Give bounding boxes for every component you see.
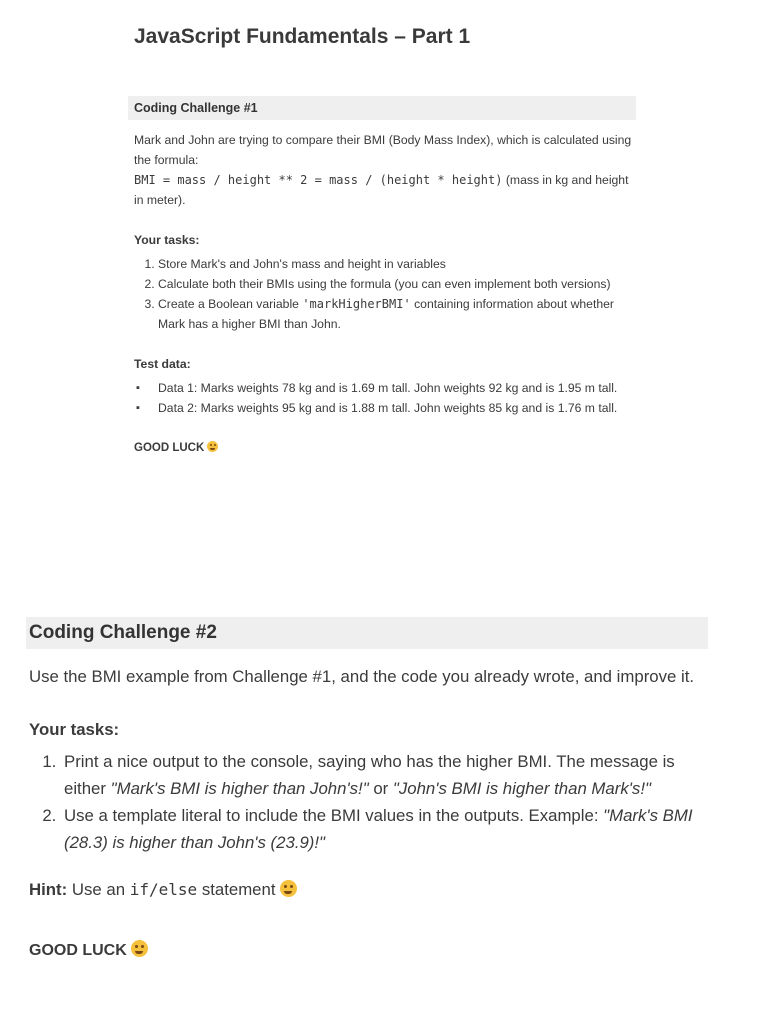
intro-text: Mark and John are trying to compare their BMI (Body Mass Index), which is calculated using the formula: (134, 133, 632, 167)
task1-quote-1: "Mark's BMI is higher than John's!" (110, 779, 369, 798)
task3-text: Create a Boolean variable (158, 297, 303, 311)
hint-text-end: statement (197, 880, 276, 899)
good-luck-text: GOOD LUCK (29, 942, 127, 959)
challenge-1-tasks-heading: Your tasks: (134, 233, 200, 247)
challenge-1-heading: Coding Challenge #1 (128, 96, 636, 120)
challenge-2-intro: Use the BMI example from Challenge #1, and the code you already wrote, and improve it. (29, 667, 695, 686)
task1-or: or (368, 779, 393, 798)
good-luck-text: GOOD LUCK (134, 442, 205, 454)
task1-text: Print a nice output to the console, saying who has the higher BMI. The message is either (64, 752, 675, 798)
task3-text-end: containing information about whether Mark has a higher BMI than John. (158, 297, 614, 331)
task2-example: "Mark's BMI (28.3) is higher than John's (23.9)!" (64, 806, 693, 852)
challenge-2-tasks-heading: Your tasks: (29, 720, 120, 739)
list-item: ▪ Data 1: Marks weights 78 kg and is 1.69 m tall. John weights 92 kg and is 1.95 m tall. (158, 378, 636, 398)
challenge-1-intro (134, 130, 636, 210)
challenge-2-good-luck (29, 937, 708, 964)
list-item (158, 294, 636, 334)
list-item (61, 802, 708, 856)
grinning-face-icon (131, 940, 148, 957)
list-item: 2. Calculate both their BMIs using the formula (you can even implement both versions) (158, 274, 636, 294)
task1-quote-2: "John's BMI is higher than Mark's!" (392, 779, 651, 798)
list-item (61, 748, 708, 802)
hint-label: Hint: (29, 880, 68, 899)
list-item: 1. Store Mark's and John's mass and height in variables (158, 254, 636, 274)
hint-text: Use an (67, 880, 130, 899)
hint (29, 876, 708, 903)
challenge-1-task-list (134, 254, 636, 334)
coding-challenge-2 (26, 617, 708, 964)
grinning-face-icon (207, 441, 218, 452)
task2-text: Use a template literal to include the BMI values in the outputs. Example: (64, 806, 604, 825)
task3-code: 'markHigherBMI' (302, 297, 411, 311)
hint-code: if/else (129, 880, 198, 899)
winking-face-icon (280, 880, 297, 897)
test-data-list (134, 378, 636, 418)
challenge-1-good-luck (134, 438, 636, 458)
list-item: ▪ Data 2: Marks weights 95 kg and is 1.88 m tall. John weights 85 kg and is 1.76 m tall. (158, 398, 636, 418)
coding-challenge-1 (128, 96, 636, 458)
test-data-heading: Test data: (134, 357, 191, 371)
bmi-formula: BMI = mass / height ** 2 = mass / (height * height) (134, 173, 503, 187)
challenge-2-heading: Coding Challenge #2 (26, 617, 708, 649)
intro-units: (mass in kg and height in meter). (134, 173, 629, 207)
challenge-2-task-list (29, 748, 708, 856)
page-title: JavaScript Fundamentals – Part 1 (134, 25, 471, 48)
